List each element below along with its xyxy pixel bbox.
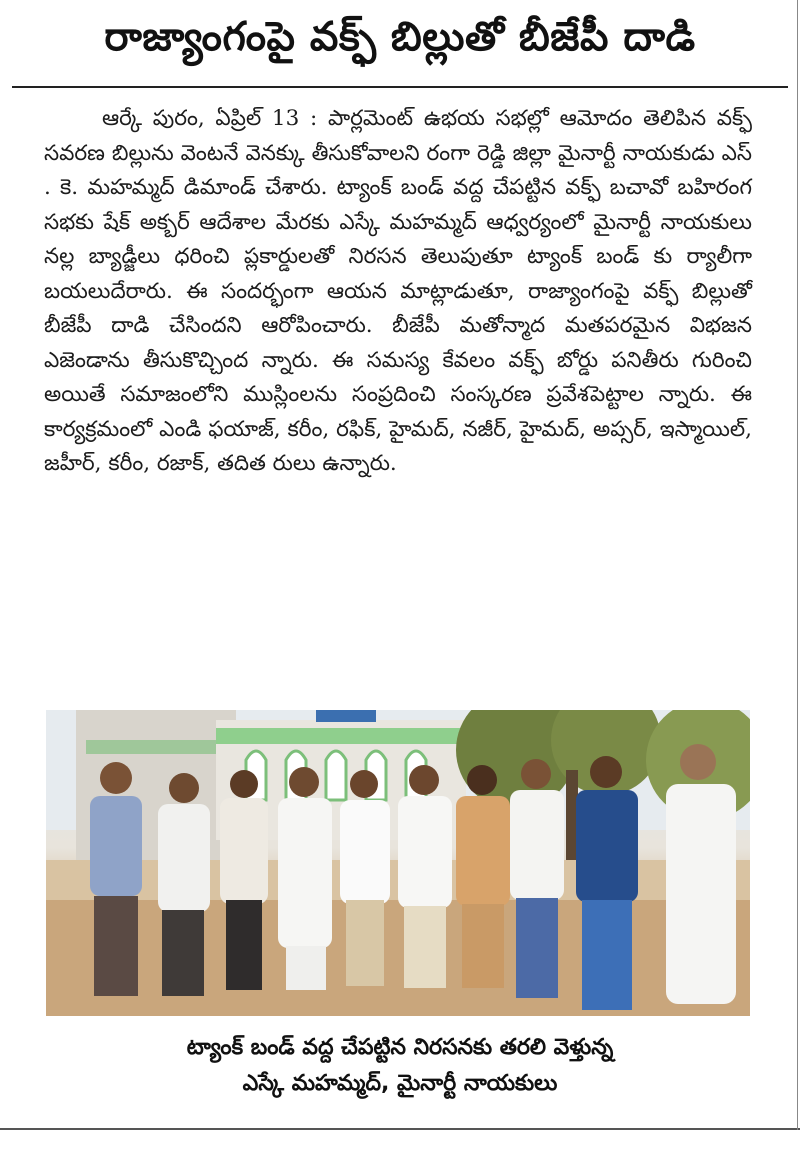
headline: రాజ్యాంగంపై వక్ఫ్ బిల్లుతో బీజేపీ దాడి (104, 14, 696, 60)
caption-line-1: ట్యాంక్ బండ్ వద్ద చేపట్టిన నిరసనకు తరలి వెళ్తున్న (186, 1035, 614, 1060)
caption-line-2: ఎస్కే మహమ్మద్, మైనార్టీ నాయకులు (242, 1071, 558, 1096)
group-of-men-photo (46, 710, 750, 1016)
clipping-edge (797, 0, 798, 1130)
bottom-rule (0, 1128, 800, 1130)
headline-rule (12, 86, 788, 88)
article-paragraph: ఆర్కే పురం, ఏప్రిల్ 13 : పార్లమెంట్ ఉభయ సభల్లో ఆమోదం తెలిపిన వక్ఫ్ సవరణ బిల్లును వెంటనే వెనక్కు తీసుకోవాలని రంగా రెడ్డి జిల్లా మైనార్టీ నాయకుడు ఎస్ . కె. మహమ్మద్ డిమాండ్ చేశారు. ట్యాంక్ బండ్ వద్ద చేపట్టిన వక్ఫ్ బచావో బహిరంగ సభకు షేక్ అక్బర్ ఆదేశాల మేరకు ఎస్కే మహమ్మద్ ఆధ్వర్యంలో మైనార్టీ నాయకులు నల్ల బ్యాడ్జీలు ధరించి ప్లకార్డులతో నిరసన తెలుపుతూ ట్యాంక్ బండ్ కు ర్యాలీగా బయలుదేరారు. ఈ సందర్భంగా ఆయన మాట్లాడుతూ, రాజ్యాంగంపై వక్ఫ్ బిల్లుతో బీజేపీ దాడి చేసిందని ఆరోపించారు. బీజేపీ మతోన్మాద మతపరమైన విభజన ఎజెండాను తీసుకొచ్చింద న్నారు. ఈ సమస్య కేవలం వక్ఫ్ బోర్డు పనితీరు గురించి అయితే సమాజంలోని ముస్లింలను సంప్రదించి సంస్కరణ ప్రవేశపెట్టాల న్నారు. ఈ కార్యక్రమంలో ఎండి ఫయాజ్, కరీం, రఫిక్, హైమద్, నజీర్, హైమద్, అప్సర్, ఇస్మాయిల్, జహీర్, కరీం, రజాక్, తదిత రులు ఉన్నారు. (44, 106, 752, 476)
photo-caption (0, 1030, 800, 1102)
article-body (44, 102, 752, 482)
